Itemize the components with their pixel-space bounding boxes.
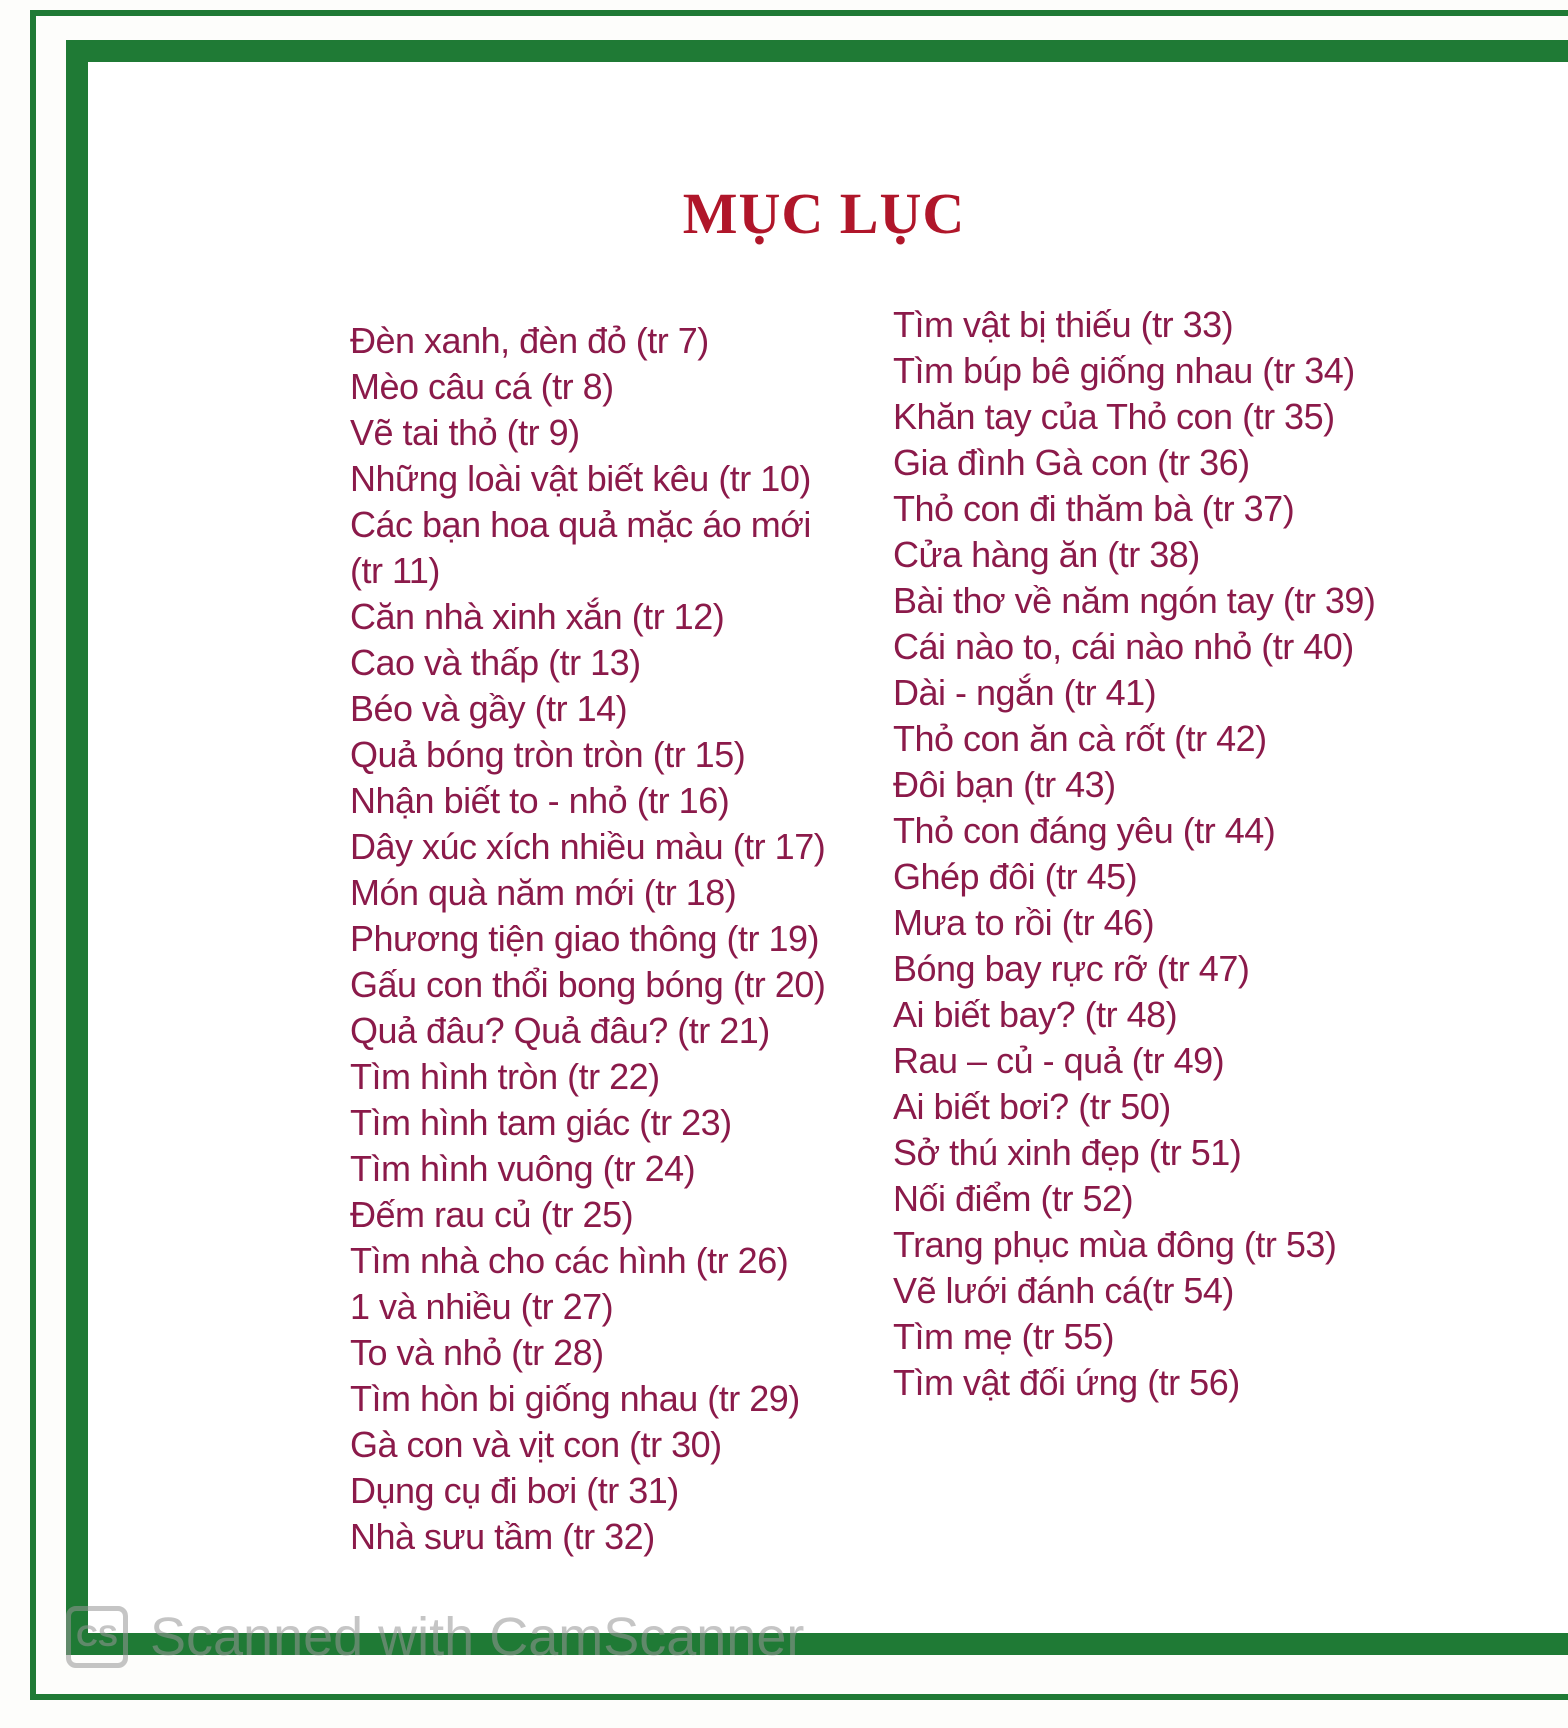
toc-left-column (350, 318, 850, 1560)
toc-entry: Đôi bạn (tr 43) (893, 764, 1116, 805)
toc-entry: Béo và gầy (tr 14) (350, 688, 628, 729)
toc-entry: Tìm mẹ (tr 55) (893, 1316, 1115, 1357)
toc-entry: Thỏ con đáng yêu (tr 44) (893, 810, 1276, 851)
toc-entry: Cao và thấp (tr 13) (350, 642, 641, 683)
toc-entry: Ghép đôi (tr 45) (893, 856, 1138, 897)
toc-entry: Vẽ tai thỏ (tr 9) (350, 412, 580, 453)
toc-entry: Bài thơ về năm ngón tay (tr 39) (893, 580, 1376, 621)
toc-entry: Thỏ con ăn cà rốt (tr 42) (893, 718, 1267, 759)
toc-entry: Tìm nhà cho các hình (tr 26) (350, 1240, 789, 1281)
toc-entry: Phương tiện giao thông (tr 19) (350, 918, 819, 959)
camscanner-watermark (66, 1602, 804, 1672)
toc-entry: Quả bóng tròn tròn (tr 15) (350, 734, 746, 775)
toc-entry: Tìm hình vuông (tr 24) (350, 1148, 696, 1189)
toc-entry: Dụng cụ đi bơi (tr 31) (350, 1470, 679, 1511)
toc-entry: Tìm vật đối ứng (tr 56) (893, 1362, 1240, 1403)
camscanner-logo-icon: CS (66, 1606, 128, 1668)
toc-entry: Nhận biết to - nhỏ (tr 16) (350, 780, 730, 821)
toc-right-column (893, 302, 1453, 1406)
toc-entry: Bóng bay rực rỡ (tr 47) (893, 948, 1250, 989)
toc-entry: Món quà năm mới (tr 18) (350, 872, 737, 913)
toc-entry: Nhà sưu tầm (tr 32) (350, 1516, 655, 1557)
toc-entry: Gà con và vịt con (tr 30) (350, 1424, 722, 1465)
toc-entry: Nối điểm (tr 52) (893, 1178, 1134, 1219)
toc-entry: Đèn xanh, đèn đỏ (tr 7) (350, 320, 709, 361)
toc-entry: Gấu con thổi bong bóng (tr 20) (350, 964, 826, 1005)
toc-entry: Rau – củ - quả (tr 49) (893, 1040, 1225, 1081)
toc-entry: 1 và nhiều (tr 27) (350, 1286, 614, 1327)
toc-entry: Khăn tay của Thỏ con (tr 35) (893, 396, 1335, 437)
toc-entry: Mèo câu cá (tr 8) (350, 366, 614, 407)
toc-entry: Cửa hàng ăn (tr 38) (893, 534, 1200, 575)
toc-entry: Vẽ lưới đánh cá(tr 54) (893, 1270, 1234, 1311)
toc-entry: Tìm hình tam giác (tr 23) (350, 1102, 732, 1143)
toc-entry: Gia đình Gà con (tr 36) (893, 442, 1250, 483)
toc-entry: Tìm búp bê giống nhau (tr 34) (893, 350, 1355, 391)
toc-entry: Trang phục mùa đông (tr 53) (893, 1224, 1337, 1265)
toc-entry: Dây xúc xích nhiều màu (tr 17) (350, 826, 826, 867)
toc-entry: Tìm hòn bi giống nhau (tr 29) (350, 1378, 800, 1419)
toc-entry: Thỏ con đi thăm bà (tr 37) (893, 488, 1295, 529)
toc-entry: Ai biết bơi? (tr 50) (893, 1086, 1171, 1127)
toc-entry: Dài - ngắn (tr 41) (893, 672, 1157, 713)
toc-entry: Quả đâu? Quả đâu? (tr 21) (350, 1010, 770, 1051)
toc-entry: Mưa to rồi (tr 46) (893, 902, 1155, 943)
toc-entry: To và nhỏ (tr 28) (350, 1332, 604, 1373)
toc-entry: Những loài vật biết kêu (tr 10) (350, 458, 811, 499)
watermark-text: Scanned with CamScanner (150, 1607, 805, 1667)
toc-entry: Các bạn hoa quả mặc áo mới (tr 11) (350, 504, 811, 591)
toc-entry: Căn nhà xinh xắn (tr 12) (350, 596, 725, 637)
toc-entry: Tìm vật bị thiếu (tr 33) (893, 304, 1234, 345)
toc-entry: Đếm rau củ (tr 25) (350, 1194, 634, 1235)
toc-entry: Cái nào to, cái nào nhỏ (tr 40) (893, 626, 1354, 667)
toc-entry: Sở thú xinh đẹp (tr 51) (893, 1132, 1242, 1173)
toc-entry: Tìm hình tròn (tr 22) (350, 1056, 660, 1097)
toc-entry: Ai biết bay? (tr 48) (893, 994, 1178, 1035)
page-title: MỤC LỤC (682, 181, 966, 246)
